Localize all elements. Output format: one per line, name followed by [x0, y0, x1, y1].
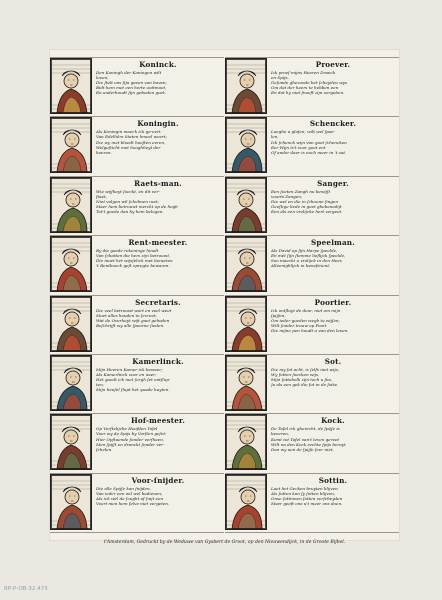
- verse-line: Die mijne pen houdt u van den leven.: [271, 327, 349, 333]
- panel-title: Hof-meester.: [130, 416, 186, 426]
- verse-line: beveren,: [271, 431, 290, 437]
- panel-title: Kamerlinck.: [132, 357, 184, 366]
- verse-line: Ick proef mijns Heeren Dranck: [271, 70, 336, 75]
- verse-line: De Tafel ick gherecht, de ſpijſe is: [271, 426, 340, 432]
- verse-line: Om dat der heers te hebben een: [271, 85, 339, 91]
- panel-title: Voor-ſnijder.: [131, 475, 185, 485]
- verse-line: Moet alles houden in ſecreet;: [96, 312, 157, 318]
- verse-line: Mijn heuſel ſlupt het quade buyten.: [96, 387, 170, 393]
- verse-line: len,: [271, 134, 279, 140]
- panel-right-2: [225, 116, 399, 175]
- verse-line: Komt tot Tafel van't leven gereet: [271, 436, 340, 442]
- verse-line: Of ander daer is noch meer in 't vat.: [271, 149, 347, 155]
- panel-title: Koningin.: [137, 119, 179, 129]
- verse-line: ſtaet,: [96, 193, 107, 199]
- panel-verse: [271, 486, 397, 506]
- panel-verse: [271, 70, 397, 95]
- verse-line: Van ieder een wil wel bedienen;: [96, 490, 163, 496]
- verse-line: ſchelen.: [96, 446, 113, 452]
- panel-title: Raets-man.: [134, 178, 182, 188]
- verse-line: Welgeſticht met hooghheyt der: [96, 144, 161, 150]
- verse-line: Ick ſchenck wijn van goet ſchencken: [271, 139, 347, 145]
- panel-right-8: [225, 473, 399, 533]
- panel-left-1: [50, 57, 224, 116]
- panel-verse: [96, 189, 222, 214]
- woodcut-figure-icon: [225, 236, 267, 292]
- verse-line: Van ſchatten die hem zijn betrouwt,: [96, 253, 171, 259]
- panel-title: Schencker.: [309, 119, 357, 129]
- verse-line: Mijn Heeren Kamer ick bewaer;: [96, 367, 163, 372]
- woodcut-figure-icon: [50, 58, 92, 114]
- panel-verse: [271, 308, 397, 333]
- panel-title: Kock.: [321, 416, 345, 426]
- panel-left-3: [50, 176, 224, 235]
- verse-line: ſpijſen,: [271, 312, 286, 318]
- verse-line: Dan wy aen de ſpijſe ſeer niet.: [271, 446, 334, 452]
- panel-verse: [271, 367, 397, 387]
- verse-line: en Spijs,: [271, 75, 289, 81]
- panel-title: Sot.: [324, 357, 342, 366]
- panel-title: Rent-meester.: [128, 238, 188, 248]
- panel-title: Poortier.: [314, 297, 352, 307]
- verse-line: Soo maeckt u vrolijck in den Heer,: [271, 258, 343, 264]
- verse-line: Voort men hem ſelve niet vergeten.: [96, 501, 170, 507]
- panel-title: Speelman.: [311, 238, 355, 248]
- verse-line: Hier Opſtaende ſonder verſhaen,: [96, 436, 165, 442]
- verse-line: 't Rentboeck geſt opregte bewaren.: [96, 263, 170, 269]
- woodcut-figure-icon: [50, 117, 92, 173]
- verse-line: En dat hy niet ſnoeft zijn vergeben.: [271, 90, 345, 96]
- woodcut-figure-icon: [225, 414, 267, 470]
- panel-title: Koninck.: [139, 60, 177, 69]
- verse-line: En onderhoudt ſijn geboden goet.: [96, 90, 166, 96]
- verse-line: Wie wijſheyt ſoeckt, en dit ver-: [96, 188, 160, 194]
- panel-verse: [96, 70, 222, 95]
- verse-line: Die veel betrouwt wort en veel weet: [96, 307, 172, 313]
- panel-verse: [96, 367, 222, 392]
- verse-line: Voor wy de Spijs by Vorſten geſet:: [96, 431, 167, 437]
- verse-line: Een als een vrolijcke hert vergeet.: [271, 209, 343, 215]
- panel-verse: [96, 129, 222, 154]
- panel-title: Secretaris.: [135, 297, 181, 307]
- verse-line: Bidt hem met een herte oottmoet,: [96, 85, 167, 91]
- panel-left-2: [50, 116, 224, 175]
- verse-line: By die goede rekeninge houdt: [96, 248, 159, 254]
- panel-title: Sottin.: [318, 475, 348, 485]
- verse-line: Die moet het wijsſelick met beraeten: [96, 258, 173, 264]
- verse-line: Als Kamerlinck voor en naer:: [96, 372, 157, 378]
- verse-line: Als ſotten kan ſy ſotten blijven,: [271, 490, 336, 496]
- panel-right-6: [225, 354, 399, 413]
- imprint-line: t'Amsterdam, Gedruckt by de Weduwe van Gysbert de Groot, op den Nieuwendijck, in de Groote Bijbel.: [103, 540, 346, 545]
- panel-right-7: [225, 413, 399, 472]
- panel-title: Proever.: [315, 60, 351, 69]
- panel-verse: [96, 426, 222, 451]
- verse-line: Die ſtelt ons ſijn gaven van boven;: [96, 80, 167, 86]
- panel-right-1: [225, 57, 399, 116]
- verse-line: Eer Wijn is't voor goet ent: [271, 144, 326, 150]
- verse-line: Wy ſotten ſoecken wijs,: [271, 372, 320, 378]
- verse-line: Geeſtige liede in goet ghebenedijt: [271, 204, 342, 210]
- verse-line: Ja als een gek die ſot in de ſotte.: [271, 382, 339, 388]
- verse-line: ten,: [96, 382, 105, 388]
- verse-line: Alleenighlijck in beneficient.: [271, 263, 331, 269]
- panel-left-5: [50, 295, 224, 354]
- verse-line: Maer hem betrouwt merckt op de hogh: [96, 204, 178, 210]
- panel-right-3: [225, 176, 399, 235]
- panel-verse: [271, 426, 397, 451]
- verse-line: Beſchrijft wy alle ſpoorne ſieden.: [96, 322, 165, 328]
- panel-verse: [96, 308, 222, 328]
- panel-right-5: [225, 295, 399, 354]
- woodcut-figure-icon: [225, 355, 267, 411]
- woodcut-figure-icon: [225, 117, 267, 173]
- verse-line: Den Koningh der Koningen wilt: [96, 70, 162, 75]
- panel-left-8: [50, 473, 224, 533]
- woodcut-figure-icon: [225, 58, 267, 114]
- verse-line: Geſonde ghezonde bet ſcheyden wys: [271, 80, 348, 86]
- panel-verse: [271, 189, 397, 214]
- panel-verse: [96, 486, 222, 506]
- verse-line: Wilt na den Kock rechte ſpijs bereyt: [271, 441, 346, 447]
- woodcut-figure-icon: [225, 177, 267, 233]
- panel-left-7: [50, 413, 224, 472]
- verse-line: Ick ontſluyt de deur, niet om mijn: [271, 307, 341, 313]
- verse-line: Als ick wel de ſcught af ſnijt een: [96, 495, 163, 501]
- woodcut-figure-icon: [225, 296, 267, 352]
- verse-line: Als Koningin maeck ick ge-eert: [96, 129, 161, 135]
- collection-stamp: RP-P-OB-32.473: [4, 586, 48, 592]
- woodcut-figure-icon: [225, 474, 267, 530]
- verse-line: Wat de Overheyt wijt gaet geboden: [96, 317, 170, 323]
- panel-verse: [96, 248, 222, 268]
- verse-line: Op Vorſtelijcke Hoofden Tafel: [96, 426, 158, 432]
- woodcut-figure-icon: [50, 474, 92, 530]
- woodcut-figure-icon: [50, 236, 92, 292]
- verse-line: Niet volgen wil ſchelmen raet;: [96, 198, 160, 204]
- panel-title: Sanger.: [317, 178, 349, 188]
- woodcut-figure-icon: [50, 355, 92, 411]
- verse-line: Die my ſot acht, is ſelfs niet wijs;: [271, 367, 340, 372]
- verse-line: loven,: [96, 75, 109, 81]
- verse-line: Die wel en die in ſchoone ſingen: [271, 198, 338, 204]
- verse-line: Een ſoeten Zangh nu bewijſt: [271, 188, 331, 194]
- verse-line: Die wy met bloedt hooſten eeren,: [96, 139, 166, 145]
- verse-line: Onse ſottinnen ſotten verſcheyden: [271, 495, 343, 501]
- verse-line: Het goedt ick met ſorgh ſet ontſlup-: [96, 377, 171, 383]
- verse-line: Maer geeft ons u't meer ons doen.: [271, 501, 343, 507]
- verse-line: heeren.: [96, 149, 112, 155]
- panel-verse: [271, 129, 397, 154]
- verse-line: Van Edelhêrs Staten hmeel weert;: [96, 134, 167, 140]
- panel-right-4: [225, 235, 399, 294]
- verse-line: Loeghe u glaſen, wilt wel ſpoe-: [271, 129, 336, 135]
- panel-left-4: [50, 235, 224, 294]
- panel-verse: [271, 248, 397, 268]
- woodcut-figure-icon: [50, 414, 92, 470]
- panel-left-6: [50, 354, 224, 413]
- verse-line: Om ieder goeden wegh te wijſen;: [271, 317, 340, 323]
- verse-line: Tot't goede dan hy hem belogen.: [96, 209, 164, 215]
- verse-line: Men ſpijſt en dranckt ſonder ver-: [96, 441, 165, 447]
- woodcut-figure-icon: [50, 177, 92, 233]
- verse-line: Mijn ſottebolk zijn toch u ſoo,: [271, 377, 333, 383]
- woodcut-figure-icon: [50, 296, 92, 352]
- broadsheet: [50, 50, 399, 540]
- verse-line: Als David op ſijn Harpe ſpeelde,: [271, 248, 338, 254]
- verse-line: voorts Zangen,: [271, 193, 303, 199]
- verse-line: En met ſijn ſtemme lieflijck ſpeelde,: [271, 253, 346, 259]
- verse-line: Die alle Spijſe kan ſnijden,: [96, 485, 151, 491]
- verse-line: Laet het Gecken bruyten blijven: [271, 485, 338, 491]
- verse-line: Wilt ſonder trouw op Poort: [271, 322, 327, 328]
